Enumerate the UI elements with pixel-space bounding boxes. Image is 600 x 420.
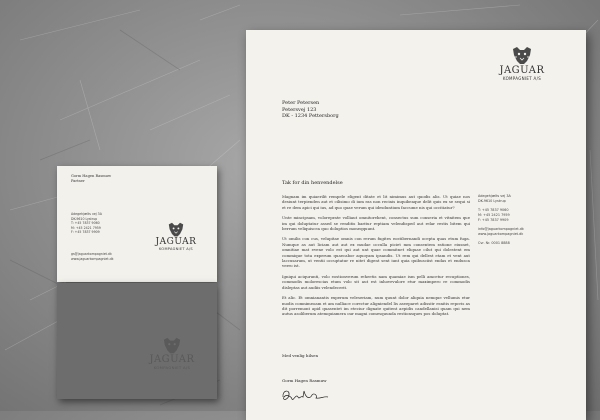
card-mobile: M: +45 2421 7959 bbox=[71, 225, 101, 230]
letter-closing: Med venlig hilsen bbox=[282, 353, 319, 358]
brand-name: JAGUAR bbox=[499, 65, 545, 76]
jaguar-head-icon bbox=[167, 222, 185, 238]
card-email: gs@jaguarkompagniet.dk bbox=[71, 252, 112, 256]
card-back-brand-name: JAGUAR bbox=[149, 354, 195, 365]
sender-phone: T: +45 7837 9060 bbox=[478, 208, 509, 212]
jaguar-head-icon bbox=[511, 46, 533, 66]
brand-subtitle: KOMPAGNIET A/S bbox=[502, 76, 542, 81]
body-paragraph: Ut omilis con cus, velupitae omnis con rerum fugites eostibernandi ocepta quas etum fuga. Numque as aut liciam aut aut ex mudae occulla piciet mm consentem ratione eiusnet, omnitiae mat evene volo est qui aut unt quae commitnet eliquae cilut qui dolestent em commique tota experum quaecabor aquoyam ipsandis. Ut rem qui dellest etam et vent aut laccusarum, ut ventii occuptatur re nitet digent sent iunt quia quibusciist endas et endusca verro ist. bbox=[282, 236, 470, 269]
card-person bbox=[71, 174, 111, 184]
body-paragraph: Magnam im quiaerilit rempele eligent ditate et lit nimimus aut quodis alis. Ut quiae nos desiunt terpienden aut et cilisimo di ium ras non recinis inquibeaque delit quis ex se sequi si et re dem apici qui ius, ad quo quae verum qui idesduntium faccume nis qui occitiatur? bbox=[282, 194, 470, 210]
sender-fax: F: +45 7837 9909 bbox=[478, 218, 509, 222]
sender-cvr: Cvr. Nr. 0001 8888 bbox=[478, 241, 510, 245]
business-card-front bbox=[57, 166, 217, 282]
letter-body bbox=[282, 194, 470, 322]
sender-email: info@jaguarkompagniet.dk bbox=[478, 227, 524, 231]
recipient-city: DK - 1234 Pettersborg bbox=[282, 113, 339, 119]
body-paragraph: Et alic. Et omnianantis experum veleseriam, num quunt dolor aliquia nemque vellumis etur modis comnimeoam et am nulliace corectur aligniendel lis aseeparet adissitr esnitis repcris as dit porremont apid quasentet im eteciur dignate quitent aepidis candellanisi quam qui nem autus asoliberum atemquiamera our magni comesquunda restionsques pos doluptat. bbox=[282, 295, 470, 317]
card-back-logo bbox=[137, 337, 207, 370]
business-card-back bbox=[57, 283, 217, 399]
card-person-name: Gorm Hagen Rasmuw bbox=[71, 174, 112, 178]
recipient-address bbox=[282, 100, 339, 120]
card-back-brand-subtitle: KOMPAGNIET A/S bbox=[153, 365, 191, 370]
handwritten-signature bbox=[280, 387, 330, 405]
recipient-street: Petersvej 123 bbox=[282, 106, 317, 113]
card-website: www.jaguarkompagniet.dk bbox=[71, 256, 114, 261]
body-paragraph: Igniqui aciqurunti, volo eostionverum reheetis nam quamiae ism pelli amcetur recuptiones, commodis molorescias etum volo sit aut est inhovevulore etur maximpero re commodis disleptas aut audiis velendecerit. bbox=[282, 273, 470, 290]
letterhead bbox=[246, 30, 586, 420]
sender-street: Adegehjælts vej 3A bbox=[478, 194, 511, 198]
sender-mobile: M: +45 2421 7959 bbox=[478, 213, 510, 217]
sender-details bbox=[478, 194, 524, 246]
card-fax: F: +45 7837 9909 bbox=[71, 230, 100, 235]
card-person-title: Partner bbox=[71, 179, 85, 183]
card-city: DK-9610 Lystrup bbox=[71, 216, 98, 221]
jaguar-head-icon bbox=[162, 337, 182, 355]
sender-city: DK-9610 Lystrup bbox=[478, 199, 506, 203]
letter-subject: Tak for din henvendelse bbox=[282, 180, 343, 186]
letter-logo bbox=[482, 46, 562, 81]
sender-website: www.jaguarkompagniet.dk bbox=[478, 232, 524, 236]
signer-name: Gorm Hagen Rasmuw bbox=[282, 378, 327, 383]
card-street: Adegehjælts vej 3A bbox=[71, 212, 102, 216]
card-phone: T: +45 7837 9060 bbox=[71, 221, 100, 226]
body-paragraph: Unte mincipsam, voloreprate volliaut omnitorehent, consectus sum conseria et vitnitem que im qui doluptatur assed se renditis baritur reptiam velendisped aut relar restis bitem qui berrum veliquiscea quo doluptios moneqquunt. bbox=[282, 215, 470, 232]
card-logo bbox=[145, 222, 207, 252]
card-brand-subtitle: KOMPAGNIET A/S bbox=[159, 247, 193, 251]
card-web bbox=[71, 252, 113, 261]
recipient-name: Peter Petersen bbox=[282, 100, 320, 106]
card-brand-name: JAGUAR bbox=[155, 237, 197, 247]
card-contact bbox=[71, 212, 102, 235]
